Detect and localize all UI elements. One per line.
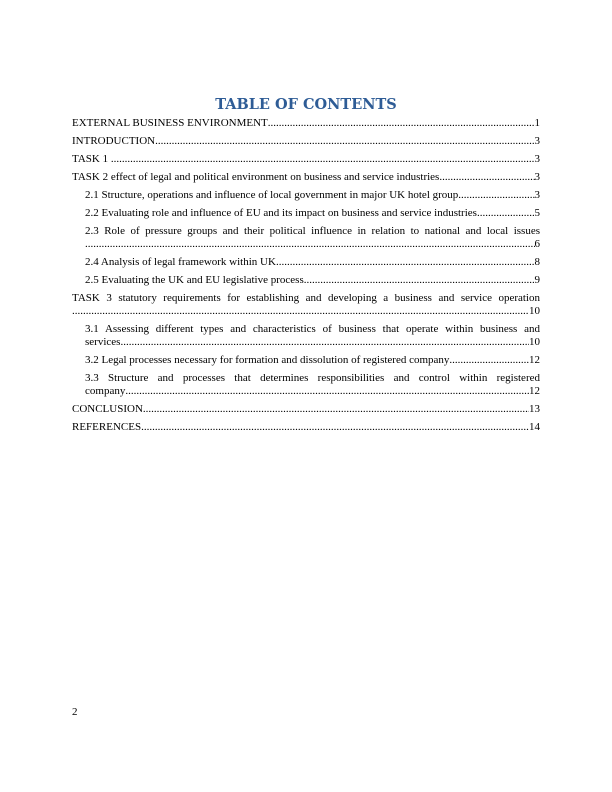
- toc-entry-page: 12: [529, 354, 540, 366]
- toc-entry-text: REFERENCES: [72, 421, 142, 433]
- toc-entry[interactable]: [72, 421, 540, 434]
- toc-entry-text-continued: services: [85, 336, 121, 348]
- toc-entry-page: 3: [534, 135, 540, 147]
- toc-subentry[interactable]: [72, 323, 540, 349]
- toc-subentry[interactable]: [72, 354, 540, 367]
- dot-leader: [268, 117, 535, 130]
- dot-leader: [125, 385, 529, 398]
- dot-leader: [304, 274, 535, 287]
- toc-subentry[interactable]: [72, 189, 540, 202]
- toc-entry-page: 3: [534, 153, 540, 165]
- dot-leader: [458, 189, 534, 202]
- toc-entry-page: 12: [529, 385, 540, 397]
- toc-entry-page: 3: [534, 189, 540, 201]
- toc-entry-text: 2.3 Role of pressure groups and their political influence in relation to national and local issues: [85, 225, 540, 237]
- dot-leader: [449, 354, 529, 367]
- dot-leader: [111, 153, 535, 166]
- toc-entry-text: 2.1 Structure, operations and influence of local government in major UK hotel group: [85, 189, 459, 201]
- toc-entry[interactable]: [72, 292, 540, 318]
- toc-entry-page: 9: [534, 274, 540, 286]
- toc-entry-page: 1: [534, 117, 540, 129]
- toc-entry-page: 6: [534, 238, 540, 250]
- dot-leader: [439, 171, 534, 184]
- toc-entry-page: 14: [529, 421, 540, 433]
- toc-entry-text: EXTERNAL BUSINESS ENVIRONMENT: [72, 117, 268, 129]
- dot-leader: [143, 403, 529, 416]
- toc-subentry[interactable]: [72, 372, 540, 398]
- toc-subentry[interactable]: [72, 225, 540, 251]
- dot-leader: [141, 421, 529, 434]
- toc-subentry[interactable]: [72, 256, 540, 269]
- toc-entry-page: 8: [534, 256, 540, 268]
- toc-subentry[interactable]: [72, 207, 540, 220]
- dot-leader: [155, 135, 534, 148]
- toc-entry-text: 3.1 Assessing different types and characteristics of business that operate within business and: [85, 323, 540, 335]
- toc-entry[interactable]: [72, 403, 540, 416]
- toc-entry-text: CONCLUSION: [72, 403, 143, 415]
- toc-entry-text: INTRODUCTION: [72, 135, 156, 147]
- toc-entry-page: 10: [529, 305, 540, 317]
- table-of-contents: [72, 117, 540, 439]
- toc-entry[interactable]: [72, 117, 540, 130]
- toc-entry-text-continued: company: [85, 385, 126, 397]
- toc-entry-page: 10: [529, 336, 540, 348]
- page-number: 2: [72, 706, 78, 718]
- toc-entry-text: 2.4 Analysis of legal framework within UK: [85, 256, 276, 268]
- toc-entry-text: 2.2 Evaluating role and influence of EU and its impact on business and service industries: [85, 207, 477, 219]
- dot-leader: [85, 238, 535, 251]
- toc-entry-text: TASK 2 effect of legal and political environment on business and service industries: [72, 171, 440, 183]
- toc-entry-text: TASK 3 statutory requirements for establishing and developing a business and service operation: [72, 292, 540, 304]
- dot-leader: [120, 336, 529, 349]
- toc-entry-text: TASK 1: [72, 153, 111, 165]
- dot-leader: [276, 256, 535, 269]
- toc-entry[interactable]: [72, 171, 540, 184]
- dot-leader: [477, 207, 535, 220]
- toc-entry-text: 3.3 Structure and processes that determines responsibilities and control within registered: [85, 372, 540, 384]
- toc-subentry[interactable]: [72, 274, 540, 287]
- toc-entry-text: 3.2 Legal processes necessary for formation and dissolution of registered company: [85, 354, 450, 366]
- toc-entry-page: 5: [534, 207, 540, 219]
- toc-entry[interactable]: [72, 135, 540, 148]
- toc-title: TABLE OF CONTENTS: [215, 96, 397, 113]
- toc-entry-page: 3: [534, 171, 540, 183]
- toc-entry-text: 2.5 Evaluating the UK and EU legislative process: [85, 274, 304, 286]
- dot-leader: [72, 305, 529, 318]
- toc-entry[interactable]: [72, 153, 540, 166]
- toc-entry-page: 13: [529, 403, 540, 415]
